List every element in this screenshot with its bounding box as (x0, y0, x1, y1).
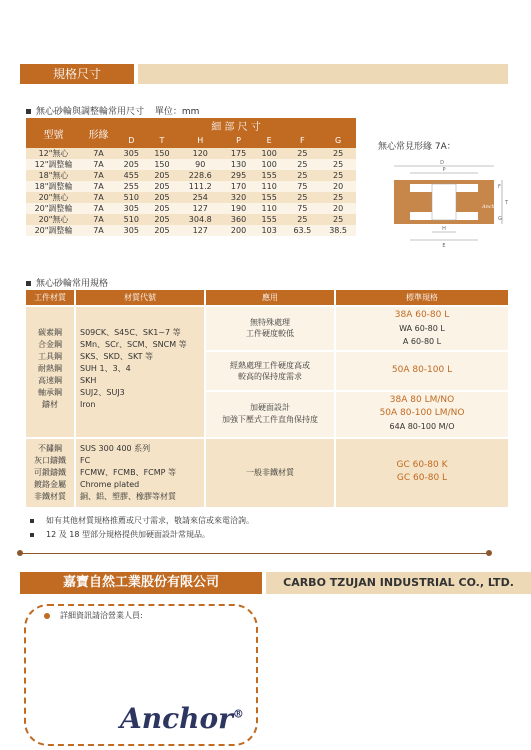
table-cell: 7A (81, 192, 116, 203)
app3-line2: 加強下壓式工件直角保持度 (222, 415, 318, 424)
note-1 (30, 514, 254, 528)
shape-7a-label: 無心常見形緣 7A： (378, 142, 456, 152)
material-item: 鑄材 (42, 400, 58, 409)
wheel-diagram (370, 158, 520, 248)
table-cell: 90 (177, 159, 223, 170)
group2-app-cell (206, 439, 334, 507)
table-cell: 205 (147, 214, 178, 225)
code-item: SMn、SCr、SCM、SNCM 等 (80, 340, 187, 349)
header-application: 應用 (206, 290, 334, 305)
spec-gc-60-80-l: GC 60-80 L (396, 473, 448, 483)
group2-materials-cell (26, 439, 74, 507)
code-item: FCMW、FCMB、FCMP 等 (80, 468, 177, 477)
table-cell: 120 (177, 148, 223, 159)
code-item: SUH 1、3、4 (80, 364, 131, 373)
spec-38a-80-lm-no: 38A 80 LM/NO (389, 395, 455, 405)
divider-dot-right (486, 550, 492, 556)
diagram-brand-text: Anchor (482, 204, 501, 210)
table-cell: 455 (116, 170, 147, 181)
app3-line1: 加硬面設計 (250, 403, 290, 412)
table-cell: 25 (320, 148, 356, 159)
table-cell: 18"調整輪 (26, 181, 81, 192)
col-model: 型號 (26, 118, 81, 148)
table-cell: 20 (320, 181, 356, 192)
section1-title (26, 104, 199, 117)
group2-spec-cell (336, 439, 508, 507)
letter-t: T (505, 200, 509, 206)
bullet-square-icon (26, 281, 31, 286)
material-item: 灰口鑄鐵 (34, 456, 66, 465)
spec-64a-80-100-m-o: 64A 80-100 M/O (389, 422, 455, 431)
logo-text: Anchor (120, 702, 233, 735)
material-item: 合金鋼 (38, 340, 62, 349)
group2-app-text: 一般非鐵材質 (246, 468, 294, 477)
wheel-bore (432, 184, 456, 220)
contact-text: 詳細資訊請洽營業人員: (60, 611, 143, 620)
material-item: 可鍛鑄鐵 (34, 468, 66, 477)
note-2 (30, 528, 254, 542)
table-cell: 20"無心 (26, 214, 81, 225)
table-cell: 20 (320, 203, 356, 214)
table-cell: 7A (81, 225, 116, 236)
table-cell: 25 (285, 192, 321, 203)
material-item: 高速鋼 (38, 376, 62, 385)
table-cell: 205 (147, 170, 178, 181)
table-cell: 25 (320, 159, 356, 170)
table-cell: 205 (147, 181, 178, 192)
code-item: S09CK、S45C、SK1~7 等 (80, 328, 181, 337)
material-item: 鍍鉻金屬 (34, 480, 66, 489)
spec-wa-60-80-l: WA 60-80 L (399, 324, 445, 333)
table-cell: 18"無心 (26, 170, 81, 181)
code-item: SKH (80, 376, 97, 385)
material-item: 不鏽鋼 (38, 444, 62, 453)
group1-codes-cell (76, 307, 204, 437)
table-cell: 25 (320, 214, 356, 225)
table-row (26, 214, 356, 225)
table-cell: 25 (285, 214, 321, 225)
table-cell: 228.6 (177, 170, 223, 181)
table-cell: 25 (320, 192, 356, 203)
note-2-text: 12 及 18 型部分規格提供加硬面設計常規品。 (46, 530, 210, 539)
material-item: 耐熱鋼 (38, 364, 62, 373)
table-row (26, 225, 356, 236)
code-item: SKS、SKD、SKT 等 (80, 352, 154, 361)
bullet-square-icon (30, 533, 34, 537)
table-cell: 320 (223, 192, 254, 203)
company-name-zh: 嘉寶自然工業股份有限公司 (20, 572, 262, 594)
dim-col-t: T (147, 133, 178, 148)
material-item: 非鐵材質 (34, 492, 66, 501)
table-cell: 360 (223, 214, 254, 225)
letter-h: H (442, 226, 446, 232)
app-cell-3 (206, 392, 334, 437)
table-cell: 130 (223, 159, 254, 170)
section1-title-text: 無心砂輪與調整輪常用尺寸 (36, 107, 145, 117)
table-cell: 12"無心 (26, 148, 81, 159)
table-cell: 205 (147, 203, 178, 214)
col-shape: 形緣 (81, 118, 116, 148)
group1-materials-cell (26, 307, 74, 437)
table-cell: 63.5 (285, 225, 321, 236)
table-cell: 305 (116, 148, 147, 159)
table-cell: 25 (285, 159, 321, 170)
spec-50a-80-100-l: 50A 80-100 L (391, 365, 453, 375)
table-cell: 170 (223, 181, 254, 192)
dim-col-g: G (320, 133, 356, 148)
table-cell: 205 (147, 192, 178, 203)
material-item: 軸承鋼 (38, 388, 62, 397)
table-cell: 7A (81, 170, 116, 181)
table-cell: 25 (320, 170, 356, 181)
header-standard-spec: 標準規格 (336, 290, 508, 305)
app2-line1: 經熱處理工件硬度高或 (230, 361, 310, 370)
table-cell: 20"調整輪 (26, 203, 81, 214)
table-cell: 7A (81, 203, 116, 214)
table-cell: 75 (285, 203, 321, 214)
code-item: SUS 300 400 系列 (80, 444, 151, 453)
letter-f: F (498, 184, 501, 190)
table-cell: 100 (254, 159, 285, 170)
bullet-dot-icon (44, 613, 50, 619)
dim-col-f: F (285, 133, 321, 148)
table-cell: 305 (116, 225, 147, 236)
table-row (26, 181, 356, 192)
dim-col-e: E (254, 133, 285, 148)
dim-col-d: D (116, 133, 147, 148)
table-row (26, 170, 356, 181)
table-cell: 255 (116, 181, 147, 192)
table-cell: 150 (147, 148, 178, 159)
table-cell: 25 (285, 148, 321, 159)
table-cell: 25 (285, 170, 321, 181)
spec-cell-1 (336, 307, 508, 350)
dimensions-table (26, 118, 356, 236)
code-item: SUJ2、SUJ3 (80, 388, 125, 397)
table-cell: 38.5 (320, 225, 356, 236)
spec-cell-2 (336, 352, 508, 390)
section2-title-text: 無心砂輪常用規格 (36, 279, 109, 289)
header-code: 材質代號 (76, 290, 204, 305)
table-cell: 110 (254, 181, 285, 192)
spec-50a-80-100-lm-no: 50A 80-100 LM/NO (379, 408, 465, 418)
spec-38a-60-80-l: 38A 60-80 L (394, 310, 450, 320)
table-cell: 20"調整輪 (26, 225, 81, 236)
bullet-square-icon (26, 109, 31, 114)
group2-codes-cell (76, 439, 204, 507)
table-cell: 205 (116, 159, 147, 170)
spec-cell-3 (336, 392, 508, 437)
anchor-logo (120, 702, 244, 735)
table-cell: 7A (81, 181, 116, 192)
logo-registered-mark: ® (232, 707, 244, 721)
dim-col-p: P (223, 133, 254, 148)
letter-e: E (442, 243, 446, 248)
table-cell: 7A (81, 159, 116, 170)
table-cell: 20"無心 (26, 192, 81, 203)
table-cell: 150 (147, 159, 178, 170)
table-cell: 175 (223, 148, 254, 159)
code-item: Chrome plated (80, 480, 140, 489)
table-cell: 295 (223, 170, 254, 181)
notes (30, 514, 254, 542)
table-cell: 103 (254, 225, 285, 236)
material-item: 碳素鋼 (38, 328, 62, 337)
app-cell-1 (206, 307, 334, 350)
col-dims: 細 部 尺 寸 (116, 118, 356, 133)
spec-a-60-80-l: A 60-80 L (402, 337, 442, 346)
spec-gc-60-80-k: GC 60-80 K (396, 460, 448, 470)
app1-line2: 工件硬度較低 (246, 329, 294, 338)
code-item: 銅、鋁、塑膠、橡膠等材質 (80, 492, 176, 501)
company-name-en: CARBO TZUJAN INDUSTRIAL CO., LTD. (266, 572, 531, 594)
table-cell: 127 (177, 203, 223, 214)
table-cell: 155 (254, 214, 285, 225)
contact-text-row (44, 610, 143, 621)
app2-line2: 較高的保持度需求 (238, 372, 302, 381)
letter-d: D (440, 160, 444, 166)
unit-label: 單位：mm (154, 107, 200, 117)
divider-line (20, 553, 488, 554)
table-cell: 254 (177, 192, 223, 203)
app-cell-2 (206, 352, 334, 390)
table-cell: 510 (116, 214, 147, 225)
letter-g: G (498, 216, 502, 222)
table-cell: 110 (254, 203, 285, 214)
table-row (26, 148, 356, 159)
header-material: 工件材質 (26, 290, 74, 305)
table-cell: 7A (81, 214, 116, 225)
dim-col-h: H (177, 133, 223, 148)
material-item: 工具鋼 (38, 352, 62, 361)
table-cell: 155 (254, 192, 285, 203)
bullet-square-icon (30, 519, 34, 523)
header-bar (138, 64, 508, 84)
table-row (26, 192, 356, 203)
page-title: 規格尺寸 (20, 64, 134, 84)
table-cell: 7A (81, 148, 116, 159)
code-item: Iron (80, 400, 96, 409)
table-cell: 510 (116, 192, 147, 203)
table-row (26, 159, 356, 170)
table-cell: 304.8 (177, 214, 223, 225)
table-cell: 127 (177, 225, 223, 236)
table-cell: 75 (285, 181, 321, 192)
code-item: FC (80, 456, 91, 465)
table-cell: 155 (254, 170, 285, 181)
divider-dot-left (17, 550, 23, 556)
table-cell: 12"調整輪 (26, 159, 81, 170)
table-cell: 200 (223, 225, 254, 236)
table-row (26, 203, 356, 214)
letter-p: P (442, 167, 446, 173)
note-1-text: 如有其他材質規格推薦或尺寸需求，敬請來信或來電洽詢。 (46, 516, 254, 525)
table-cell: 111.2 (177, 181, 223, 192)
app1-line1: 無特殊處理 (250, 318, 290, 327)
table-cell: 100 (254, 148, 285, 159)
table-cell: 205 (147, 225, 178, 236)
table-cell: 190 (223, 203, 254, 214)
table-cell: 305 (116, 203, 147, 214)
section2-title (26, 276, 108, 289)
